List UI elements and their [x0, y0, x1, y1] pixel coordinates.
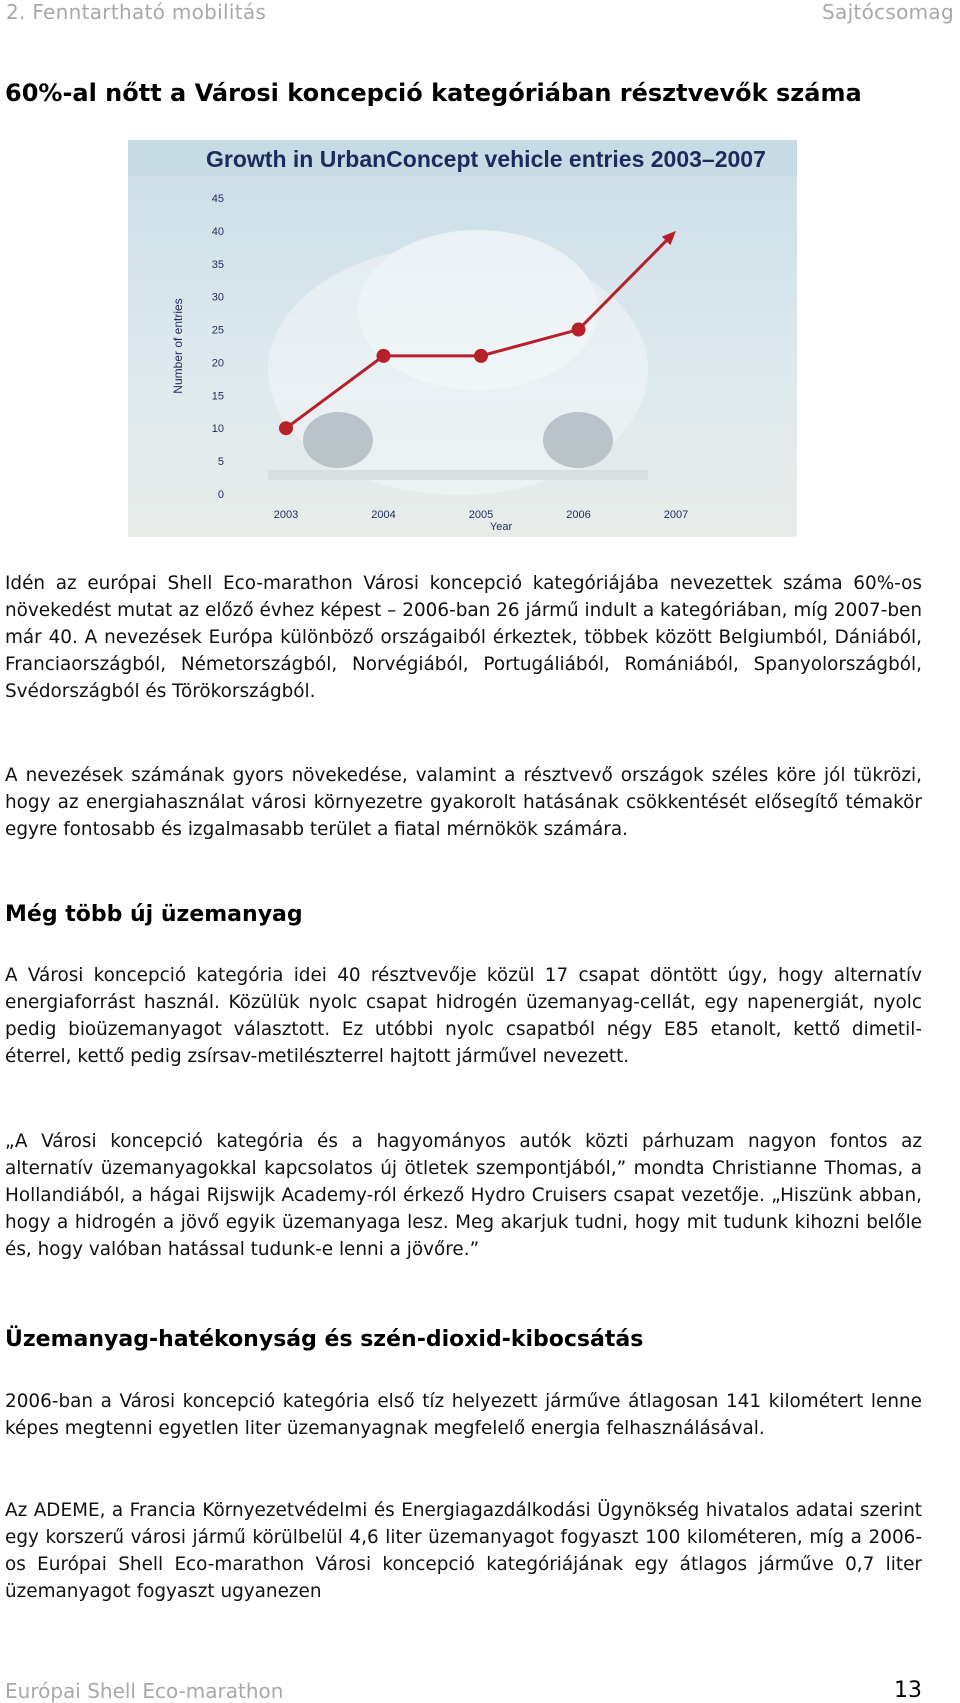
heading-fuels: Még több új üzemanyag — [5, 902, 303, 927]
x-tick-label: 2004 — [371, 509, 396, 521]
page-title: 60%-al nőtt a Városi koncepció kategóriában résztvevők száma — [5, 79, 862, 107]
heading-efficiency: Üzemanyag-hatékonyság és szén-dioxid-kibocsátás — [5, 1327, 644, 1352]
y-tick-label: 30 — [211, 291, 224, 304]
paragraph-3: A Városi koncepció kategória idei 40 résztvevője közül 17 csapat döntött úgy, hogy alternatív energiaforrást használ. Közülük nyolc csapat hidrogén üzemanyag-cellát, egy napenergiát, nyolc pedig bioüzemanyagot választott. Ez utóbbi nyolc csapatból négy E85 etanolt, kettő dimetil-éterrel, kettő pedig zsírsav-metilészterrel hajtott járművel nevezett. — [5, 965, 922, 1067]
chart-x-ticks — [274, 509, 688, 521]
x-tick-label: 2007 — [663, 509, 689, 521]
x-tick-label: 2006 — [566, 509, 591, 521]
y-tick-label: 15 — [211, 390, 224, 403]
y-tick-label: 20 — [211, 357, 224, 370]
chart-y-ticks — [212, 193, 224, 501]
x-tick-label: 2005 — [468, 509, 494, 521]
y-tick-label: 35 — [211, 258, 224, 271]
y-tick-label: 0 — [217, 489, 224, 501]
header-section: 2. Fenntartható mobilitás — [6, 0, 267, 24]
paragraph-1-block — [5, 570, 922, 705]
page-number: 13 — [894, 1678, 922, 1703]
chart-x-axis-label: Year — [489, 521, 513, 533]
y-tick-label: 45 — [211, 193, 224, 205]
y-tick-label: 25 — [211, 324, 224, 337]
paragraph-4-block — [5, 1128, 922, 1263]
paragraph-5-block — [5, 1388, 922, 1442]
page-footer — [5, 1671, 922, 1703]
paragraph-2-block — [5, 762, 922, 843]
data-point — [377, 349, 391, 363]
paragraph-1: Idén az európai Shell Eco-marathon Városi koncepció kategóriájába nevezettek száma 60%-os növekedést mutat az előző évhez képest – 2006-ban 26 jármű indult a kategóriában, míg 2007-ben már 40. A nevezések Európa különböző országaiból érkeztek, többek között Belgiumból, Dániából, Franciaországból, Németországból, Norvégiából, Portugáliából, Romániából, Spanyolországból, Svédországból és Törökországból. — [5, 573, 922, 702]
paragraph-2: A nevezések számának gyors növekedése, valamint a résztvevő országok széles köre jól tükrözi, hogy az energiahasználat városi környezetre gyakorolt hatásának csökkentését elősegítő témakör egyre fontosabb és izgalmasabb terület a fiatal mérnökök számára. — [5, 765, 922, 840]
entries-chart — [128, 140, 797, 537]
chart-y-axis-label: Number of entries — [171, 298, 185, 394]
header-label: Sajtócsomag — [822, 0, 954, 24]
y-tick-label: 40 — [211, 225, 224, 238]
x-tick-label: 2003 — [273, 509, 299, 521]
paragraph-3-block — [5, 962, 922, 1070]
chart-title: Growth in UrbanConcept vehicle entries 2003–2007 — [206, 146, 766, 172]
paragraph-6-block — [5, 1497, 922, 1605]
data-point — [474, 349, 488, 363]
page-header — [6, 0, 954, 30]
data-point — [572, 323, 586, 337]
data-point — [279, 421, 293, 435]
footer-title: Európai Shell Eco-marathon — [5, 1679, 284, 1703]
y-tick-label: 5 — [217, 456, 224, 469]
chart-svg — [128, 140, 797, 537]
paragraph-6: Az ADEME, a Francia Környezetvédelmi és Energiagazdálkodási Ügynökség hivatalos adatai szerint egy korszerű városi jármű körülbelül 4,6 liter üzemanyagot fogyaszt 100 kilométeren, míg a 2006-os Európai Shell Eco-marathon Városi koncepció kategóriájának egy átlagos járműve 0,7 liter üzemanyagot fogyaszt ugyanezen — [5, 1500, 922, 1602]
y-tick-label: 10 — [211, 423, 224, 436]
paragraph-5: 2006-ban a Városi koncepció kategória első tíz helyezett járműve átlagosan 141 kilométert lenne képes megtenni egyetlen liter üzemanyagnak megfelelő energia felhasználásával. — [5, 1391, 922, 1439]
car-illustration — [268, 230, 648, 495]
paragraph-4: „A Városi koncepció kategória és a hagyományos autók közti párhuzam nagyon fontos az alternatív üzemanyagokkal kapcsolatos új ötletek szempontjából,” mondta Christianne Thomas, a Hollandiából, a hágai Rijswijk Academy-ról érkező Hydro Cruisers csapat vezetője. „Hiszünk abban, hogy a hidrogén a jövő egyik üzemanyaga lesz. Meg akarjuk tudni, hogy mit tudunk kihozni belőle és, hogy valóban hatással tudunk-e lenni a jövőre.” — [5, 1131, 922, 1260]
